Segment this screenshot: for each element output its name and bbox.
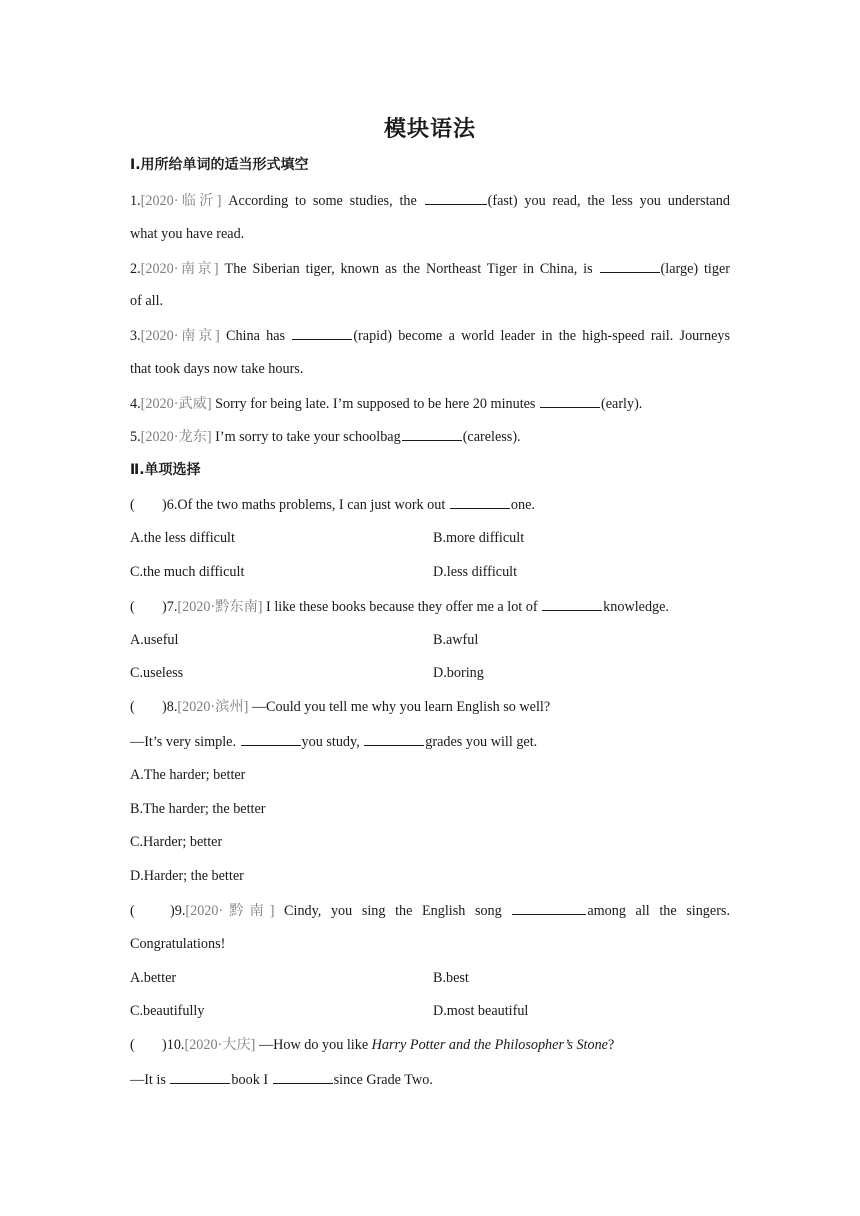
question-6 (130, 494, 730, 515)
question-text: since Grade Two. (333, 1072, 433, 1088)
book-title: Harry Potter and the Philosopher’s Stone (371, 1037, 608, 1053)
answer-blank[interactable] (600, 258, 660, 273)
option-c[interactable]: C.beautifully (130, 1003, 205, 1019)
answer-blank (542, 596, 602, 611)
page-title: 模块语法 (383, 117, 476, 142)
answer-paren[interactable]: ( (130, 497, 135, 513)
question-2-line-2: of all. (130, 293, 164, 309)
question-source: [2020·临沂] (140, 193, 222, 209)
question-5 (130, 426, 730, 447)
answer-blank (273, 1069, 333, 1084)
answer-blank[interactable] (292, 325, 352, 340)
answer-paren[interactable]: ( (130, 903, 135, 919)
question-text: (large) tiger (660, 261, 730, 277)
question-number: 4. (130, 396, 141, 412)
question-number: )8. (162, 699, 178, 715)
question-9-line-2: Congratulations! (130, 936, 226, 952)
question-text: you study, (301, 734, 364, 750)
question-source: [2020·龙东] (140, 429, 212, 445)
option-a[interactable]: A.The harder; better (130, 767, 246, 783)
question-text: knowledge. (603, 599, 669, 615)
question-text: China has (219, 328, 292, 344)
question-text: —Could you tell me why you learn English so well? (248, 699, 551, 715)
question-text: book I (231, 1072, 272, 1088)
section-2-heading: Ⅱ.单项选择 (130, 462, 201, 478)
question-number: 3. (130, 328, 141, 344)
answer-blank (450, 494, 510, 509)
question-source: [2020·黔南] (185, 903, 275, 919)
question-1-line-2: what you have read. (130, 226, 245, 242)
option-a[interactable]: A.useful (130, 632, 179, 648)
question-4 (130, 393, 730, 414)
option-c[interactable]: C.Harder; better (130, 834, 223, 850)
question-3-line-2: that took days now take hours. (130, 361, 304, 377)
question-9-options-row-2 (130, 1001, 730, 1021)
option-d[interactable]: D.less difficult (433, 564, 518, 580)
question-text: I’m sorry to take your schoolbag (211, 429, 401, 445)
answer-paren[interactable]: ( (130, 699, 135, 715)
answer-paren[interactable]: ( (130, 1037, 135, 1053)
question-2-line-1 (130, 258, 730, 279)
question-10-line-2 (130, 1069, 730, 1090)
question-source: [2020·滨州] (177, 699, 249, 715)
question-source: [2020·南京] (140, 261, 219, 277)
option-c[interactable]: C.useless (130, 665, 184, 681)
answer-blank[interactable] (425, 190, 487, 205)
question-3-line-1 (130, 325, 730, 346)
question-text: (early). (601, 396, 643, 412)
question-source: [2020·大庆] (184, 1037, 256, 1053)
option-a[interactable]: A.the less difficult (130, 530, 235, 546)
question-number: )9. (170, 903, 186, 919)
question-7-options-row-1 (130, 630, 730, 650)
question-text: I like these books because they offer me a lot of (262, 599, 542, 615)
answer-blank (512, 900, 586, 915)
question-text: (rapid) become a world leader in the high-speed rail. Journeys (353, 328, 730, 344)
question-text: Sorry for being late. I’m supposed to be here 20 minutes (211, 396, 539, 412)
option-a[interactable]: A.better (130, 970, 177, 986)
question-text: among all the singers. (587, 903, 730, 919)
question-8-line-2 (130, 731, 730, 752)
question-number: 5. (130, 429, 141, 445)
option-d[interactable]: D.Harder; the better (130, 868, 244, 884)
question-6-options-row-2 (130, 562, 730, 582)
question-text: —How do you like (255, 1037, 372, 1053)
question-text: (fast) you read, the less you understand (487, 193, 730, 209)
question-6-options-row-1 (130, 528, 730, 548)
question-text: —It’s very simple. (130, 734, 240, 750)
option-c[interactable]: C.the much difficult (130, 564, 245, 580)
question-10 (130, 1035, 730, 1055)
question-number: )10. (162, 1037, 185, 1053)
option-b[interactable]: B.awful (433, 632, 479, 648)
question-9 (130, 900, 730, 921)
question-number: )7. (162, 599, 178, 615)
question-text: (careless). (462, 429, 521, 445)
option-d[interactable]: D.most beautiful (433, 1003, 529, 1019)
question-source: [2020·黔东南] (177, 599, 263, 615)
question-text: ? (607, 1037, 615, 1053)
question-text: grades you will get. (425, 734, 538, 750)
question-source: [2020·南京] (140, 328, 220, 344)
question-8 (130, 697, 730, 717)
question-source: [2020·武威] (140, 396, 212, 412)
answer-blank (170, 1069, 230, 1084)
question-text: The Siberian tiger, known as the Northeast Tiger in China, is (218, 261, 599, 277)
section-1-heading: Ⅰ.用所给单词的适当形式填空 (130, 157, 309, 173)
question-text: —It is (130, 1072, 170, 1088)
question-number: 1. (130, 193, 141, 209)
question-text: Cindy, you sing the English song (274, 903, 512, 919)
question-number: 2. (130, 261, 141, 277)
option-b[interactable]: B.best (433, 970, 469, 986)
question-text: According to some studies, the (221, 193, 424, 209)
option-b[interactable]: B.more difficult (433, 530, 525, 546)
answer-blank (364, 731, 424, 746)
option-b[interactable]: B.The harder; the better (130, 801, 266, 817)
question-text: Of the two maths problems, I can just work out (177, 497, 449, 513)
answer-blank[interactable] (540, 393, 600, 408)
option-d[interactable]: D.boring (433, 665, 484, 681)
answer-paren[interactable]: ( (130, 599, 135, 615)
question-7 (130, 596, 730, 617)
answer-blank[interactable] (402, 426, 462, 441)
question-9-options-row-1 (130, 968, 730, 988)
answer-blank (241, 731, 301, 746)
question-number: )6. (162, 497, 178, 513)
question-text: one. (510, 497, 535, 513)
question-7-options-row-2 (130, 663, 730, 683)
question-1-line-1 (130, 190, 730, 211)
